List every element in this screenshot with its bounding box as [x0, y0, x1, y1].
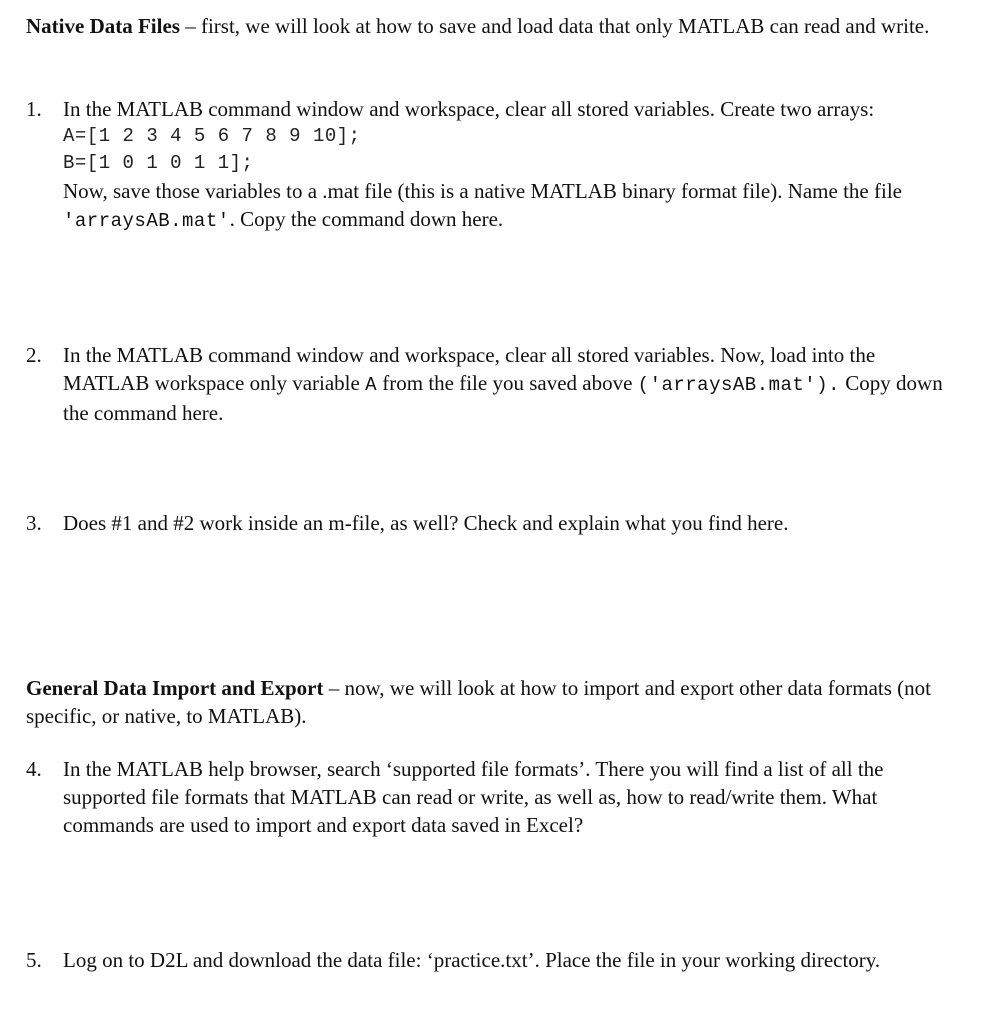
instruction-text: Now, save those variables to a .mat file (this is a native MATLAB binary format file). Name the file	[63, 179, 902, 203]
text-part: In the MATLAB command window and workspace, clear all stored variables. Now, load into the MATLAB workspace only variable	[63, 343, 876, 395]
question-number: 5.	[26, 948, 42, 972]
code-line-a: A=[1 2 3 4 5 6 7 8 9 10];	[63, 125, 361, 147]
question-3	[26, 509, 788, 537]
question-text	[63, 341, 966, 427]
code-line-b: B=[1 0 1 0 1 1];	[63, 152, 254, 174]
question-number: 1.	[26, 97, 42, 121]
question-2	[26, 341, 966, 427]
question-instruction	[63, 177, 966, 235]
question-number: 4.	[26, 757, 42, 781]
instruction-end: . Copy the command down here.	[229, 207, 504, 231]
question-5	[26, 946, 880, 974]
section-intro: first, we will look at how to save and load data that only MATLAB can read and write.	[200, 14, 930, 38]
question-number: 3.	[26, 511, 42, 535]
section-general-data	[26, 674, 966, 730]
heading-dash: –	[179, 14, 201, 38]
filename: 'arraysAB.mat'	[63, 210, 230, 232]
question-text: In the MATLAB command window and workspace, clear all stored variables. Create two arrays:	[63, 97, 875, 121]
question-text: Does #1 and #2 work inside an m-file, as well? Check and explain what you find here.	[63, 511, 789, 535]
question-text: In the MATLAB help browser, search ‘supported file formats’. There you will find a list of all the supported file formats that MATLAB can read or write, as well as, how to read/write them. What commands are used to import and export data saved in Excel?	[63, 757, 884, 837]
section-native-data-files	[26, 12, 929, 40]
question-4	[26, 755, 966, 839]
text-part: Copy down the command here.	[63, 371, 943, 425]
question-1	[26, 95, 966, 235]
section-intro: now, we will look at how to import and export other data formats (not specific, or native, to MATLAB).	[26, 676, 932, 728]
section-heading: Native Data Files	[26, 14, 180, 38]
question-text: Log on to D2L and download the data file: ‘practice.txt’. Place the file in your working directory.	[63, 948, 881, 972]
variable-name: A	[365, 374, 377, 396]
section-heading: General Data Import and Export	[26, 676, 324, 700]
heading-dash: –	[323, 676, 345, 700]
text-part: from the file you saved above	[377, 371, 638, 395]
filename: ('arraysAB.mat').	[637, 374, 841, 396]
question-number: 2.	[26, 343, 42, 367]
